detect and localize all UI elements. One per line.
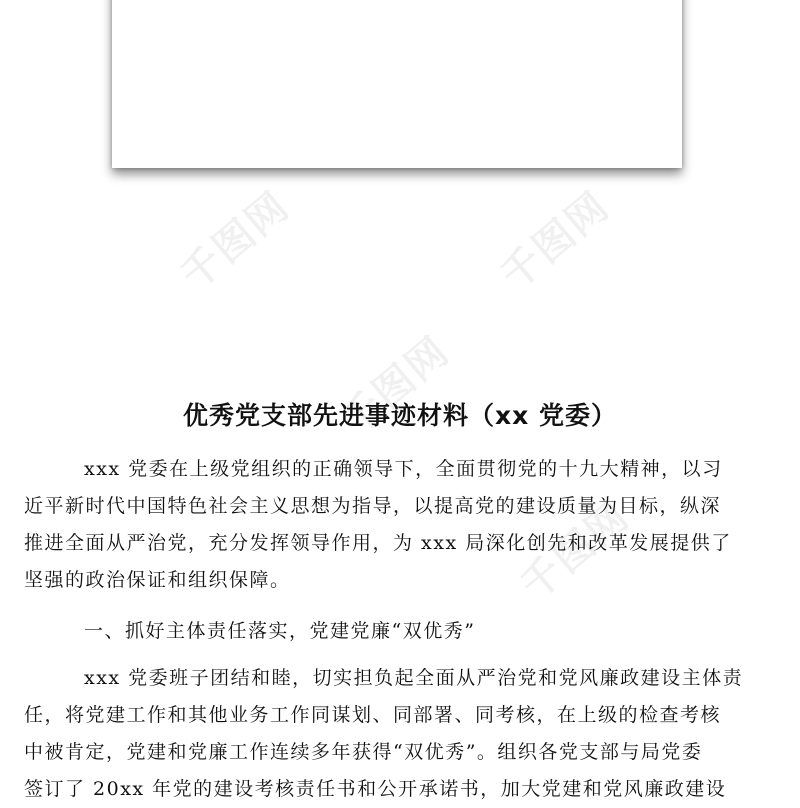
document-preview-card bbox=[112, 0, 682, 168]
paragraph-line: 签订了 20xx 年党的建设考核责任书和公开承诺书，加大党建和党风廉政建设 bbox=[24, 778, 727, 800]
watermark: 千图网 bbox=[492, 183, 619, 300]
watermark: 千图网 bbox=[512, 493, 639, 610]
paragraph-line: 任，将党建工作和其他业务工作同谋划、同部署、同考核，在上级的检查考核 bbox=[24, 704, 722, 726]
document-title: 优秀党支部先进事迹材料（xx 党委） bbox=[183, 401, 617, 430]
paragraph-line: xxx 党委在上级党组织的正确领导下，全面贯彻党的十九大精神，以习 bbox=[84, 458, 723, 480]
paragraph-line: 中被肯定，党建和党廉工作连续多年获得“双优秀”。组织各党支部与局党委 bbox=[24, 741, 703, 763]
paragraph-line: xxx 党委班子团结和睦，切实担负起全面从严治党和党风廉政建设主体责 bbox=[84, 667, 744, 689]
watermark: 千图网 bbox=[172, 183, 299, 300]
paragraph-line: 近平新时代中国特色社会主义思想为指导，以提高党的建设质量为目标，纵深 bbox=[24, 495, 722, 517]
paragraph-line: 坚强的政治保证和组织保障。 bbox=[24, 569, 291, 591]
section-heading: 一、抓好主体责任落实，党建党廉“双优秀” bbox=[84, 620, 476, 642]
watermark: 千图网 bbox=[332, 328, 459, 445]
intro-paragraph bbox=[24, 451, 776, 599]
paragraph-line: 推进全面从严治党，充分发挥领导作用，为 xxx 局深化创先和改革发展提供了 bbox=[24, 532, 732, 554]
section-heading-1 bbox=[24, 613, 776, 650]
section1-paragraph bbox=[24, 660, 776, 808]
